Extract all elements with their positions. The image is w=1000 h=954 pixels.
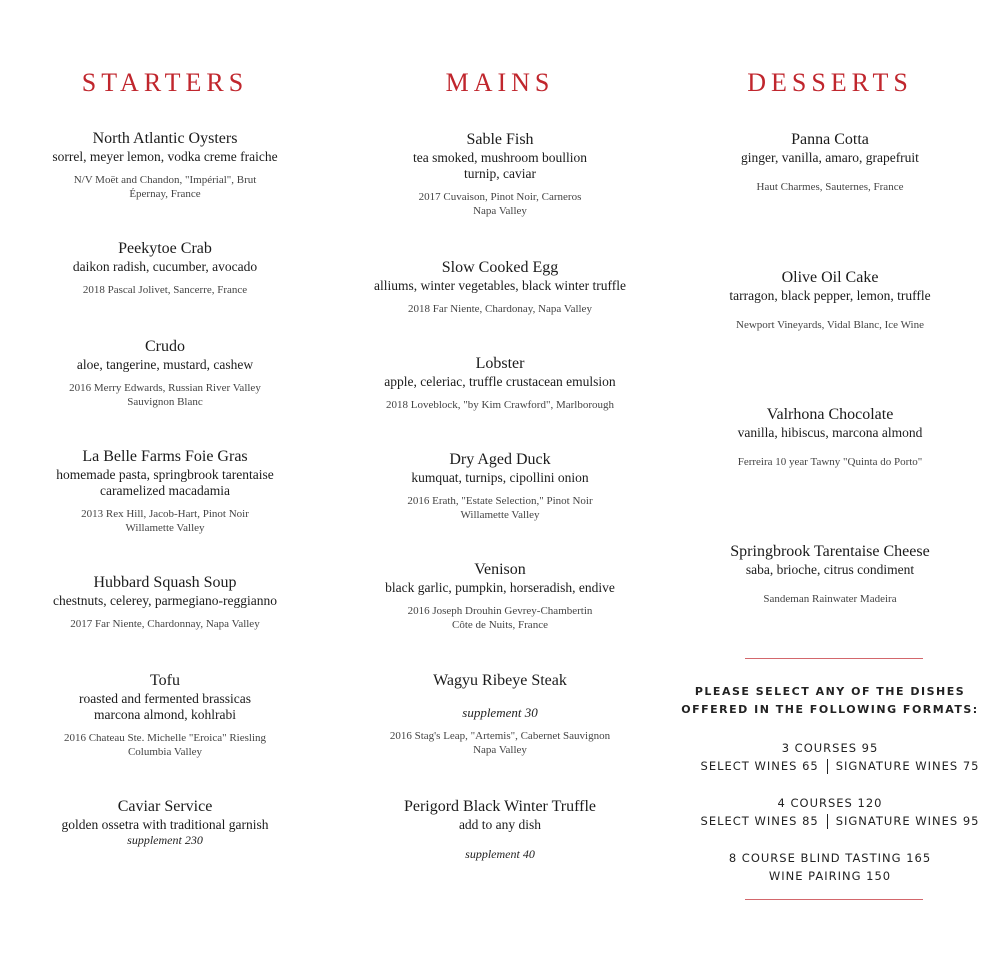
format-wines xyxy=(655,812,1000,830)
menu-item xyxy=(335,560,665,632)
dish-name: Venison xyxy=(474,561,526,578)
dish-description: aloe, tangerine, mustard, cashew xyxy=(76,357,254,372)
dish-description: sorrel, meyer lemon, vodka creme fraiche xyxy=(52,149,278,164)
menu-item xyxy=(335,354,665,412)
menu-item xyxy=(0,239,330,297)
dish-name: Panna Cotta xyxy=(791,131,869,148)
dish-description: marcona almond, kohlrabi xyxy=(93,707,237,722)
dish-description: kumquat, turnips, cipollini onion xyxy=(411,470,589,485)
wine-pairing xyxy=(335,190,665,218)
wine-line: Napa Valley xyxy=(473,744,527,756)
dish-description: apple, celeriac, truffle crustacean emulsion xyxy=(384,374,616,389)
wine-pairing xyxy=(665,180,995,194)
dish-name: Sable Fish xyxy=(466,131,534,148)
dish-name: Caviar Service xyxy=(117,798,213,815)
mains-heading: MAINS xyxy=(445,68,555,97)
menu-item xyxy=(335,450,665,522)
wine-pairing xyxy=(665,455,995,469)
tasting-formats xyxy=(665,683,995,885)
select-wines: SELECT WINES 65 xyxy=(700,759,819,773)
menu-item xyxy=(335,130,665,218)
wine-line: Columbia Valley xyxy=(127,746,203,758)
wine-line: Napa Valley xyxy=(473,205,527,217)
separator xyxy=(827,759,828,774)
menu-item xyxy=(665,542,995,606)
wine-line: Newport Vineyards, Vidal Blanc, Ice Wine xyxy=(736,319,924,331)
dish-description: turnip, caviar xyxy=(464,166,536,181)
wine-line: 2017 Far Niente, Chardonnay, Napa Valley xyxy=(70,618,260,630)
format-courses: 3 COURSES 95 xyxy=(781,741,879,755)
dish-name: Valrhona Chocolate xyxy=(766,406,894,423)
signature-wines: SIGNATURE WINES 95 xyxy=(835,814,980,828)
dish-description: black garlic, pumpkin, horseradish, endive xyxy=(385,580,615,595)
wine-line: 2013 Rex Hill, Jacob-Hart, Pinot Noir xyxy=(81,508,249,520)
dish-description: caramelized macadamia xyxy=(99,483,231,498)
menu-item xyxy=(0,337,330,409)
dish-description: daikon radish, cucumber, avocado xyxy=(72,259,258,274)
wine-line: 2017 Cuvaison, Pinot Noir, Carneros xyxy=(418,191,582,203)
dish-description: alliums, winter vegetables, black winter truffle xyxy=(373,278,627,293)
wine-line: 2016 Joseph Drouhin Gevrey-Chambertin xyxy=(407,605,593,617)
dish-description: chestnuts, celerey, parmegiano-reggianno xyxy=(52,593,278,608)
dish-name: Springbrook Tarentaise Cheese xyxy=(730,543,930,560)
wine-line: Haut Charmes, Sauternes, France xyxy=(756,181,904,193)
dish-description: saba, brioche, citrus condiment xyxy=(745,562,915,577)
wine-pairing xyxy=(335,398,665,412)
wine-line: Willamette Valley xyxy=(125,522,205,534)
dish-name: Hubbard Squash Soup xyxy=(93,574,237,591)
dish-name: La Belle Farms Foie Gras xyxy=(82,448,248,465)
dish-description: vanilla, hibiscus, marcona almond xyxy=(737,425,923,440)
dish-name: Slow Cooked Egg xyxy=(441,259,559,276)
dish-description: tea smoked, mushroom boullion xyxy=(413,150,587,165)
divider-top xyxy=(745,658,923,659)
wine-line: Épernay, France xyxy=(129,188,201,200)
separator xyxy=(827,814,828,829)
dish-name: Dry Aged Duck xyxy=(449,451,551,468)
wine-pairing xyxy=(0,617,330,631)
format-courses: 4 COURSES 120 xyxy=(777,796,883,810)
wine-line: Sauvignon Blanc xyxy=(127,396,203,408)
format-courses: 8 COURSE BLIND TASTING 165 xyxy=(728,851,932,865)
menu-item xyxy=(665,130,995,194)
format-blind-tasting xyxy=(665,849,995,885)
wine-pairing xyxy=(0,173,330,201)
starters-heading: STARTERS xyxy=(81,68,249,97)
menu-item xyxy=(335,797,665,862)
wine-pairing xyxy=(335,604,665,632)
wine-pairing xyxy=(0,381,330,409)
dish-name: Wagyu Ribeye Steak xyxy=(433,672,567,689)
dish-description: ginger, vanilla, amaro, grapefruit xyxy=(741,150,919,165)
dish-name: Perigord Black Winter Truffle xyxy=(403,798,597,815)
dish-description: roasted and fermented brassicas xyxy=(78,691,252,706)
wine-line: Ferreira 10 year Tawny "Quinta do Porto" xyxy=(737,456,923,468)
dish-description: add to any dish xyxy=(458,817,542,832)
menu-item xyxy=(0,447,330,535)
formats-intro-line: PLEASE SELECT ANY OF THE DISHES xyxy=(694,685,966,698)
wine-pairing xyxy=(0,731,330,759)
menu-item xyxy=(335,671,665,757)
wine-pairing xyxy=(0,283,330,297)
format-four-courses xyxy=(665,794,995,830)
format-three-courses xyxy=(665,739,995,775)
menu-item xyxy=(0,671,330,759)
dish-name: Peekytoe Crab xyxy=(118,240,212,257)
menu-item xyxy=(665,268,995,332)
supplement-price: supplement 40 xyxy=(465,847,535,861)
wine-pairing xyxy=(665,592,995,606)
desserts-heading: DESSERTS xyxy=(747,68,913,97)
menu-item xyxy=(335,258,665,316)
wine-pairing xyxy=(665,318,995,332)
dish-description: tarragon, black pepper, lemon, truffle xyxy=(729,288,931,303)
wine-line: 2016 Chateau Ste. Michelle "Eroica" Riesling xyxy=(63,732,267,744)
wine-line: 2018 Pascal Jolivet, Sancerre, France xyxy=(82,284,248,296)
format-wines xyxy=(655,757,1000,775)
wine-line: N/V Moët and Chandon, "Impérial", Brut xyxy=(73,174,257,186)
supplement-price: supplement 30 xyxy=(462,705,538,720)
menu-item xyxy=(0,797,330,848)
dish-name: Crudo xyxy=(145,338,185,355)
divider-bottom xyxy=(745,899,923,900)
wine-line: Côte de Nuits, France xyxy=(452,619,548,631)
wine-line: 2016 Erath, "Estate Selection," Pinot Noir xyxy=(407,495,593,507)
dish-description: golden ossetra with traditional garnish xyxy=(61,817,269,832)
dish-description: homemade pasta, springbrook tarentaise xyxy=(56,467,274,482)
menu-item xyxy=(665,405,995,469)
wine-line: 2018 Far Niente, Chardonay, Napa Valley xyxy=(408,303,592,315)
dish-name: North Atlantic Oysters xyxy=(92,130,238,147)
wine-pairing xyxy=(335,729,665,757)
wine-pairing-price: WINE PAIRING 150 xyxy=(768,869,892,883)
wine-line: 2016 Stag's Leap, "Artemis", Cabernet Sauvignon xyxy=(389,730,611,742)
dish-name: Tofu xyxy=(150,672,180,689)
signature-wines: SIGNATURE WINES 75 xyxy=(835,759,980,773)
menu-item xyxy=(0,129,330,201)
wine-pairing xyxy=(0,507,330,535)
formats-intro-line: OFFERED IN THE FOLLOWING FORMATS: xyxy=(681,703,979,716)
wine-line: Sandeman Rainwater Madeira xyxy=(763,593,897,605)
menu-item xyxy=(0,573,330,631)
wine-pairing xyxy=(335,494,665,522)
wine-pairing xyxy=(335,302,665,316)
formats-intro xyxy=(665,683,995,719)
supplement-price: supplement 230 xyxy=(127,833,203,847)
wine-line: Willamette Valley xyxy=(460,509,540,521)
dish-name: Lobster xyxy=(475,355,525,372)
dish-name: Olive Oil Cake xyxy=(781,269,879,286)
select-wines: SELECT WINES 85 xyxy=(700,814,819,828)
wine-line: 2016 Merry Edwards, Russian River Valley xyxy=(69,382,261,394)
wine-line: 2018 Loveblock, "by Kim Crawford", Marlborough xyxy=(385,399,615,411)
